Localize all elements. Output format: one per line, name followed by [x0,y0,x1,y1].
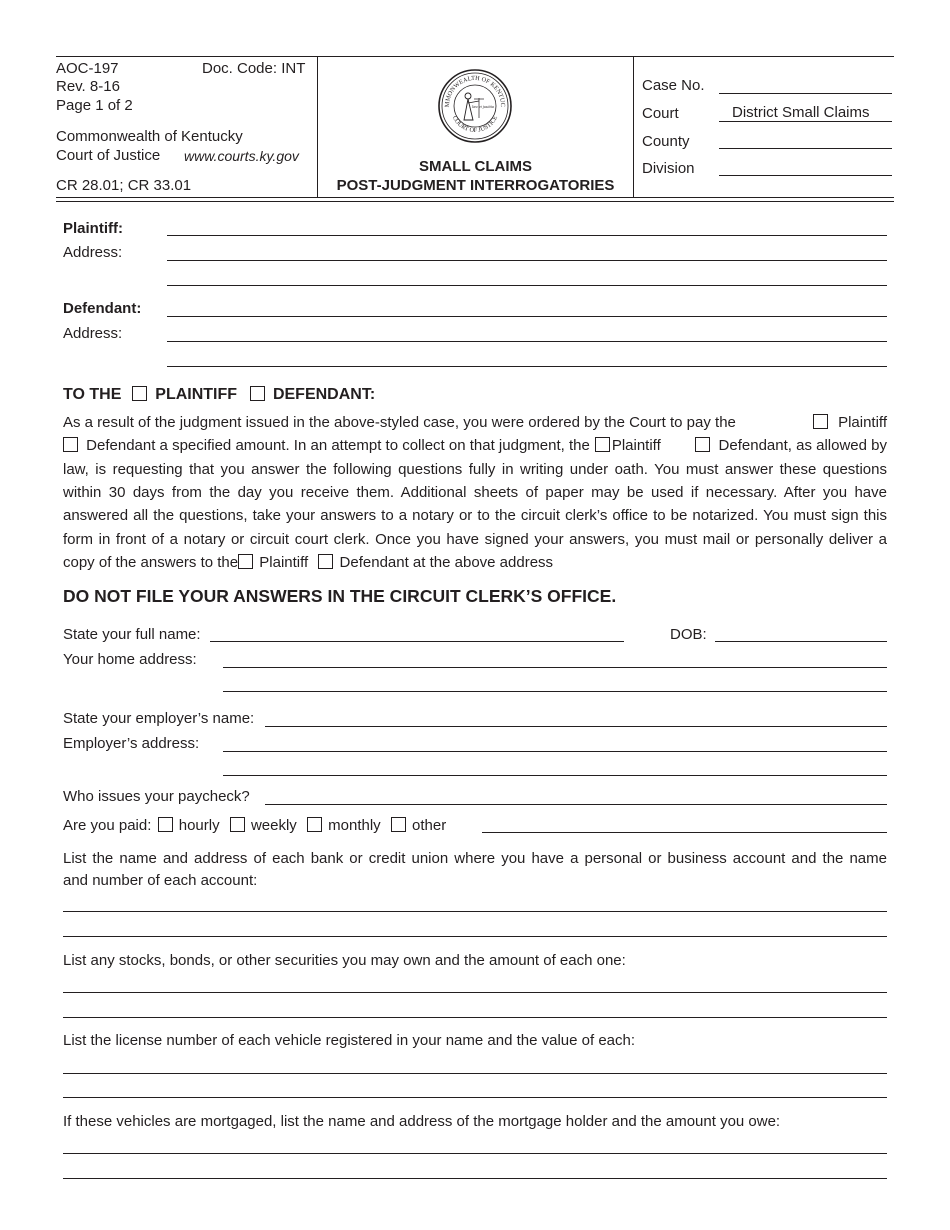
header-bottom-rule-1 [56,197,894,198]
instructions-line-5: answered all the questions, take your answers to a notary or to the circuit clerk’s office to be notarized. You must sign this [63,507,887,524]
stocks-question: List any stocks, bonds, or other securities you may own and the amount of each one: [63,952,626,969]
svg-text:COURT OF JUSTICE: COURT OF JUSTICE [450,114,500,135]
employer-address-label: Employer’s address: [63,735,200,752]
deliver-defendant-checkbox[interactable] [318,554,333,569]
instructions-line-6: form in front of a notary or circuit court clerk. Once you have signed your answers, you must mail or personally deliver a [63,531,887,548]
court-label: Court [642,105,679,122]
employer-name-label: State your employer’s name: [63,710,255,727]
to-the-prefix: TO THE [63,386,122,403]
header-divider-right [633,56,634,197]
paid-monthly-checkbox[interactable] [307,817,322,832]
mortgage-question: If these vehicles are mortgaged, list the name and address of the mortgage holder and the amount you owe: [63,1113,781,1130]
division-field[interactable] [719,175,892,176]
defendant-address-label: Address: [63,325,123,342]
vehicles-answer-field-2[interactable] [63,1097,887,1098]
bank-answer-field-1[interactable] [63,911,887,912]
county-label: County [642,133,690,150]
header-top-rule [56,56,894,57]
case-no-field[interactable] [719,93,892,94]
paid-label: Are you paid: [63,817,152,834]
form-number: AOC-197 [56,60,119,77]
division-label: Division [642,160,695,177]
home-address-field-1[interactable] [223,667,887,668]
county-field[interactable] [719,148,892,149]
instructions-line-4: within 30 days from the day you receive them. Additional sheets of paper may be used if necessary. After you have [63,484,887,501]
dob-field[interactable] [715,641,887,642]
case-no-label: Case No. [642,77,705,94]
defendant-address-field-1[interactable] [167,341,887,342]
full-name-label: State your full name: [63,626,201,643]
instructions-line-2: Defendant a specified amount. In an attempt to collect on that judgment, the Plaintiff Defendant, as allowed by [63,437,887,454]
paid-other-checkbox[interactable] [391,817,406,832]
dob-label: DOB: [670,626,707,643]
court-seal [437,68,513,144]
paid-other-label: other [412,817,447,834]
stocks-answer-field-1[interactable] [63,992,887,993]
revision: Rev. 8-16 [56,78,120,95]
collect-defendant-checkbox[interactable] [695,437,710,452]
do-not-file-warning: DO NOT FILE YOUR ANSWERS IN THE CIRCUIT CLERK’S OFFICE. [63,586,617,606]
paid-frequency-row [63,817,446,834]
instructions-line-1: As a result of the judgment issued in the above-styled case, you were ordered by the Court to pay the Plaintiff [63,414,887,431]
plaintiff-name-field[interactable] [167,235,887,236]
page-number: Page 1 of 2 [56,97,133,114]
pay-defendant-checkbox[interactable] [63,437,78,452]
collect-plaintiff-checkbox[interactable] [595,437,610,452]
bank-question-line-1: List the name and address of each bank or credit union where you have a personal or business account and the name [63,850,887,867]
to-defendant-label: DEFENDANT: [272,386,376,403]
civil-rules: CR 28.01; CR 33.01 [56,177,192,194]
paid-other-field[interactable] [482,832,887,833]
employer-name-field[interactable] [265,726,887,727]
paid-weekly-checkbox[interactable] [230,817,245,832]
website-link[interactable]: www.courts.ky.gov [184,148,299,164]
full-name-field[interactable] [210,641,624,642]
plaintiff-address-field-2[interactable] [167,285,887,286]
commonwealth-label: Commonwealth of Kentucky [56,128,243,145]
stocks-answer-field-2[interactable] [63,1017,887,1018]
pay-plaintiff-checkbox[interactable] [813,414,828,429]
defendant-label: Defendant: [63,300,142,317]
to-defendant-checkbox[interactable] [250,386,265,401]
defendant-address-field-2[interactable] [167,366,887,367]
plaintiff-label: Plaintiff: [63,220,123,237]
court-field[interactable] [719,121,892,122]
header-bottom-rule-2 [56,201,894,202]
bank-answer-field-2[interactable] [63,936,887,937]
employer-address-field-1[interactable] [223,751,887,752]
court-of-justice-label: Court of Justice [56,147,161,164]
paid-hourly-label: hourly [178,817,220,834]
form-title-line1: SMALL CLAIMS [418,158,533,175]
to-plaintiff-checkbox[interactable] [132,386,147,401]
paycheck-label: Who issues your paycheck? [63,788,250,805]
mortgage-answer-field-1[interactable] [63,1153,887,1154]
plaintiff-address-label: Address: [63,244,123,261]
paid-hourly-checkbox[interactable] [158,817,173,832]
svg-text:law et justitia: law et justitia [472,104,494,109]
defendant-name-field[interactable] [167,316,887,317]
paid-monthly-label: monthly [328,817,381,834]
mortgage-answer-field-2[interactable] [63,1178,887,1179]
home-address-label: Your home address: [63,651,197,668]
vehicles-answer-field-1[interactable] [63,1073,887,1074]
form-title-line2: POST-JUDGMENT INTERROGATORIES [336,177,615,194]
home-address-field-2[interactable] [223,691,887,692]
paid-weekly-label: weekly [250,817,297,834]
instructions-line-7: copy of the answers to the Plaintiff Defendant at the above address [63,554,554,571]
to-plaintiff-label: PLAINTIFF [155,386,238,403]
bank-question-line-2: and number of each account: [63,872,258,889]
deliver-plaintiff-checkbox[interactable] [238,554,253,569]
to-the-line [63,386,375,404]
paycheck-field[interactable] [265,804,887,805]
header-divider-left [317,56,318,197]
plaintiff-address-field-1[interactable] [167,260,887,261]
employer-address-field-2[interactable] [223,775,887,776]
svg-text:COMMONWEALTH OF KENTUCKY: MMONWEALTH OF KENTUC [443,74,507,108]
vehicles-question: List the license number of each vehicle registered in your name and the value of each: [63,1032,636,1049]
court-value: District Small Claims [732,104,870,121]
instructions-line-3: law, is requesting that you answer the following questions fully in writing under oath. You must answer these questions [63,461,887,478]
doc-code: Doc. Code: INT [202,60,306,77]
